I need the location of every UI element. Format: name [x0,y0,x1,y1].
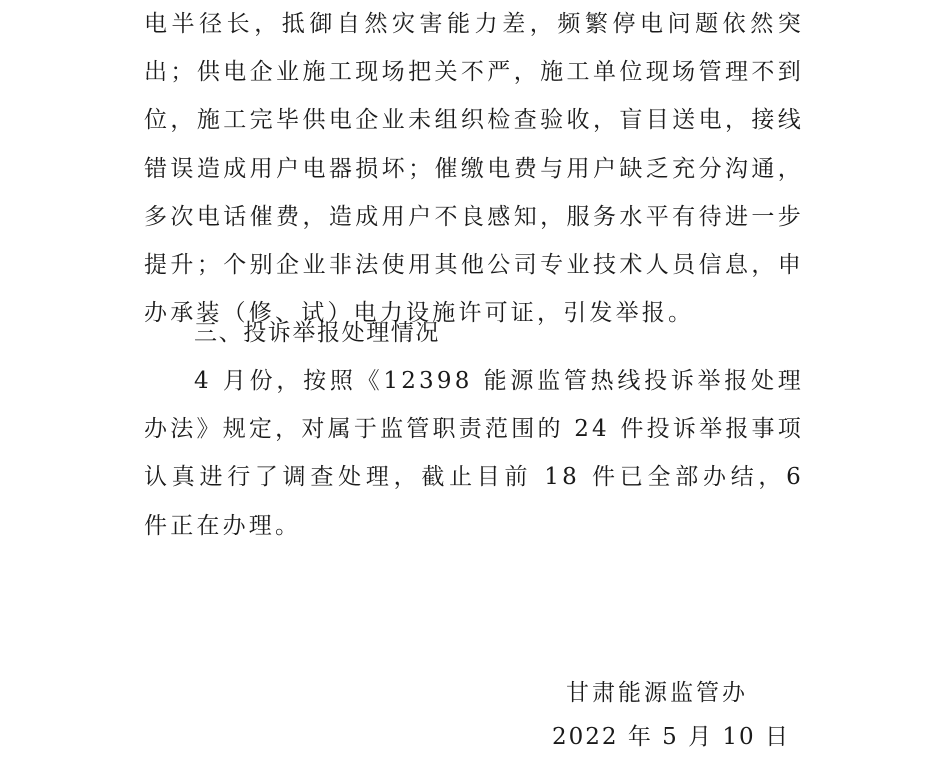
section-heading: 三、投诉举报处理情况 [194,320,440,346]
body-paragraph-continued: 电半径长，抵御自然灾害能力差，频繁停电问题依然突出；供电企业施工现场把关不严，施工单位现场管理不到位，施工完毕供电企业未组织检查验收，盲目送电，接线错误造成用户电器损坏；催缴电费与用户缺乏充分沟通，多次电话催费，造成用户不良感知，服务水平有待进一步提升；个别企业非法使用其他公司专业技术人员信息，申办承装（修、试）电力设施许可证，引发举报。 [144,11,804,327]
signature-organization: 甘肃能源监管办 [566,680,748,706]
body-paragraph-section3: 4 月份，按照《12398 能源监管热线投诉举报处理办法》规定，对属于监管职责范围的 24 件投诉举报事项认真进行了调查处理，截止目前 18 件已全部办结，6 件正在办理。 [144,368,804,539]
signature-date: 2022 年 5 月 10 日 [552,724,790,750]
